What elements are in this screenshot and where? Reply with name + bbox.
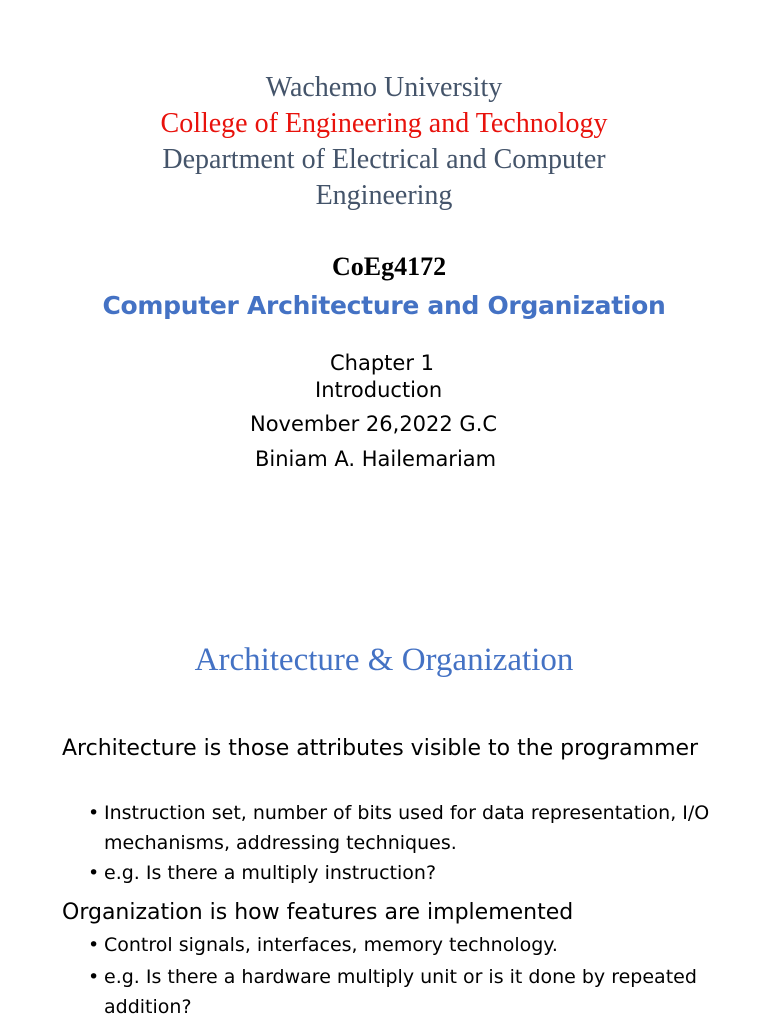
course-title: Computer Architecture and Organization: [102, 291, 666, 320]
department-name-line2: Engineering: [315, 180, 453, 211]
chapter-number: Chapter 1: [330, 351, 434, 375]
college-name: College of Engineering and Technology: [160, 108, 608, 139]
bullet-architecture: Architecture is those attributes visible to the programmer: [62, 736, 699, 761]
bullet-dot-icon: •: [88, 966, 100, 988]
bullet-dot-icon: •: [88, 934, 100, 956]
sub-bullet-multiply-unit: [88, 962, 744, 1022]
slide-title: Architecture & Organization: [194, 642, 574, 678]
sub-bullet-text: e.g. Is there a hardware multiply unit or is it done by repeated addition?: [104, 966, 697, 1018]
chapter-title: Introduction: [315, 378, 443, 402]
department-name-line1: Department of Electrical and Computer: [162, 144, 606, 175]
course-code: CoEg4172: [332, 252, 447, 281]
presentation-date: November 26,2022 G.C: [250, 412, 498, 436]
bullet-organization: Organization is how features are implemented: [62, 900, 574, 925]
sub-bullet-text: Instruction set, number of bits used for data representation, I/O mechanisms, addressing techniques.: [104, 802, 710, 854]
sub-bullet-text: e.g. Is there a multiply instruction?: [104, 862, 437, 884]
author-name: Biniam A. Hailemariam: [255, 447, 497, 471]
university-name: Wachemo University: [265, 72, 503, 103]
sub-bullet-text: Control signals, interfaces, memory technology.: [104, 934, 558, 956]
sub-bullet-instruction-set: [88, 798, 744, 858]
content-slide: [0, 620, 768, 1024]
bullet-dot-icon: •: [88, 862, 100, 884]
bullet-dot-icon: •: [88, 802, 100, 824]
sub-bullet-control-signals: [88, 930, 744, 960]
sub-bullet-multiply-instruction: [88, 858, 744, 888]
